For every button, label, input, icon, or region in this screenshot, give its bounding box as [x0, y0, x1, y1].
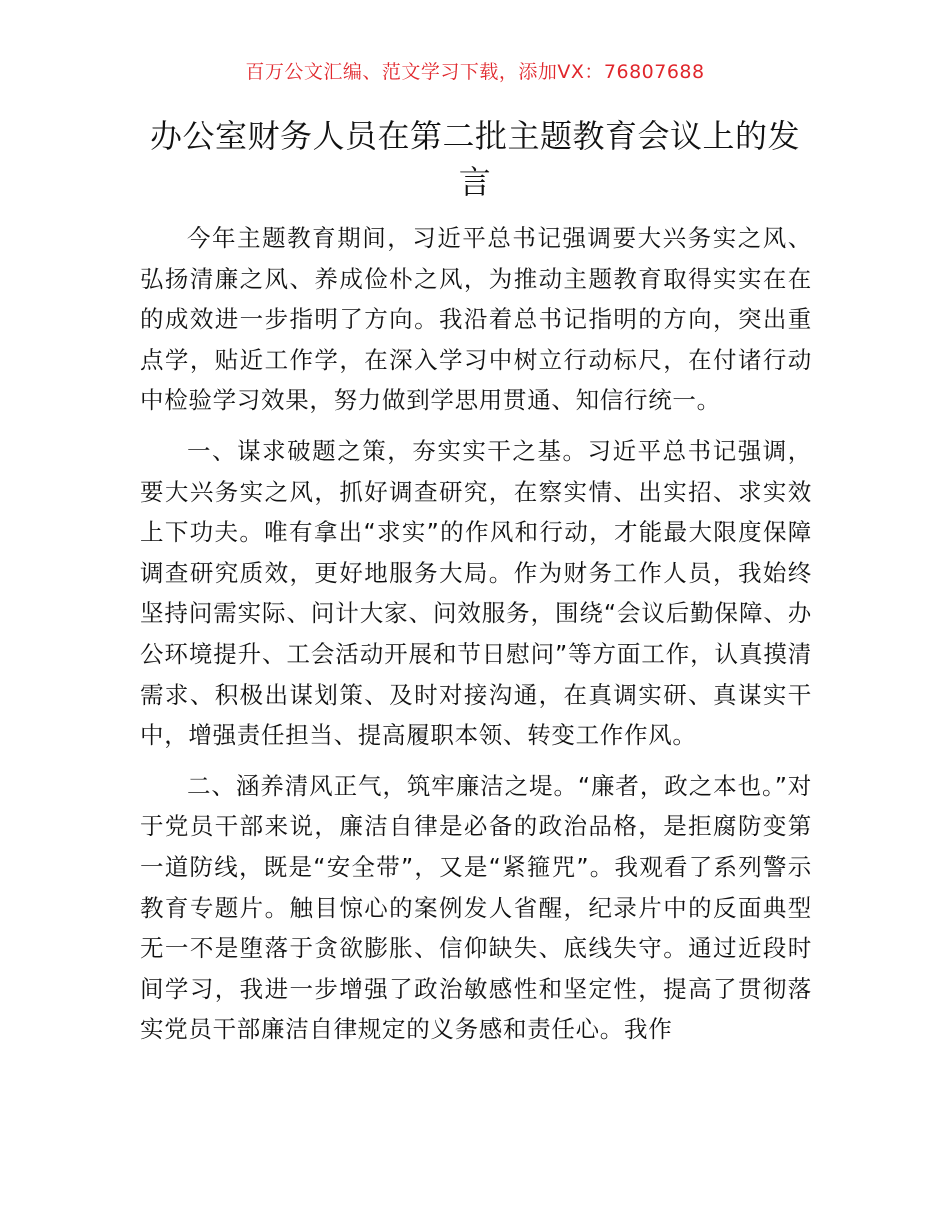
paragraph-section-two: 二、涵养清风正气，筑牢廉洁之堤。“廉者，政之本也。”对于党员干部来说，廉洁自律是必备的政治品格，是拒腐防变第一道防线，既是“安全带”，又是“紧箍咒”。我观看了系列警示教育专题片。触目惊心的案例发人省醒，纪录片中的反面典型无一不是堕落于贪欲膨胀、信仰缺失、底线失守。通过近段时间学习，我进一步增强了政治敏感性和坚定性，提高了贯彻落实党员干部廉洁自律规定的义务感和责任心。我作 — [140, 771, 812, 1044]
page-title: 办公室财务人员在第二批主题教育会议上的发言 — [149, 117, 800, 201]
paragraph-section-one: 一、谋求破题之策，夯实实干之基。习近平总书记强调，要大兴务实之风，抓好调查研究，在察实情、出实招、求实效上下功夫。唯有拿出“求实”的作风和行动，才能最大限度保障调查研究质效，更好地服务大局。作为财务工作人员，我始终坚持问需实际、问计大家、问效服务，围绕“会议后勤保障、办公环境提升、工会活动开展和节日慰问”等方面工作，认真摸清需求、积极出谋划策、及时对接沟通，在真调实研、真谋实干中，增强责任担当、提高履职本领、转变工作作风。 — [140, 436, 812, 750]
document-body — [140, 218, 812, 1060]
header-watermark: 百万公文汇编、范文学习下载，添加VX：76807688 — [245, 61, 705, 83]
paragraph-intro: 今年主题教育期间，习近平总书记强调要大兴务实之风、弘扬清廉之风、养成俭朴之风，为推动主题教育取得实实在在的成效进一步指明了方向。我沿着总书记指明的方向，突出重点学，贴近工作学，在深入学习中树立行动标尺，在付诸行动中检验学习效果，努力做到学思用贯通、知信行统一。 — [140, 224, 812, 415]
